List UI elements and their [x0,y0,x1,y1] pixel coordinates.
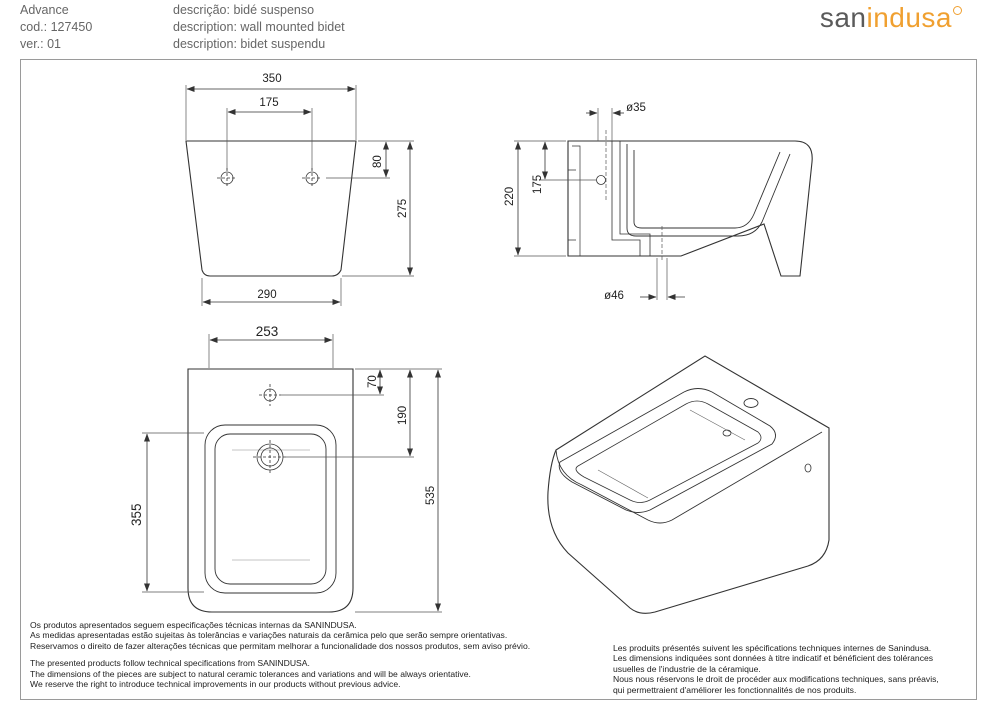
perspective-side-hole [805,464,811,472]
rear-view [186,85,414,306]
side-outer-outline [568,141,812,276]
dim-175-rear: 175 [259,97,279,109]
note-pt-3: Reservamos o direito de fazer alterações técnicas que permitam melhorar a funcionalidade dos nossos produtos, sem aviso prévio. [30,640,531,651]
top-bowl-inner [215,434,326,584]
notes-right [613,643,939,695]
note-en-2: The dimensions of the pieces are subject to natural ceramic tolerances and variations and will be always orientative. [30,668,471,679]
logo-text-san: san [819,2,867,33]
note-fr-1: Les produits présentés suivent les spécifications techniques internes de Sanindusa. [613,643,932,653]
rear-inlet-right [302,168,322,188]
perspective-bowl-inner [576,401,761,503]
perspective-bowl-depth [598,410,745,498]
dim-350: 350 [262,73,282,85]
perspective-tap-hole [744,399,758,408]
dim-253: 253 [255,324,279,339]
note-fr-2: Les dimensions indiquées sont données à titre indicatif et bénéficient des tolérances [613,653,934,664]
perspective-top-rim [556,432,822,523]
perspective-view [548,356,829,613]
note-fr-3: usuelles de l'industrie de la céramique. [613,663,761,674]
note-en-1: The presented products follow technical specifications from SANINDUSA. [30,658,310,669]
dim-290: 290 [257,289,277,301]
top-bowl-floor [232,450,310,560]
rear-view-outline [186,141,356,276]
dim-220: 220 [504,186,516,206]
note-pt-1: Os produtos apresentados seguem especificações técnicas internas da SANINDUSA. [30,620,357,630]
top-outer-outline [188,369,353,612]
perspective-overflow-hole [723,430,731,436]
note-fr-5: qui permettraient d'améliorer les fonctionnalités de nos produits. [613,684,857,695]
description-en: description: wall mounted bidet [173,20,345,34]
logo-text-indusa: indusa [866,2,952,33]
top-view [142,334,442,612]
dim-535: 535 [425,485,437,505]
side-bowl-inner-2 [634,150,780,228]
dim-35: ø35 [626,102,646,114]
description-fr: description: bidet suspendu [173,37,326,51]
product-version: ver.: 01 [20,37,61,51]
dim-175-side: 175 [532,174,544,194]
description-pt: descrição: bidé suspenso [173,3,315,17]
notes-left [30,620,530,689]
side-inlet-hole [597,176,606,185]
dim-190: 190 [397,405,409,425]
side-bowl-inner [627,144,790,236]
note-en-3: We reserve the right to introduce technical improvements in our products without previous advice. [30,679,401,690]
note-fr-4: Nous nous réservons le droit de procéder aux modifications techniques, sans préavis, [613,674,939,685]
side-section-view [514,108,812,300]
product-code: cod.: 127450 [20,20,93,34]
dim-275: 275 [397,198,409,218]
side-drain-channel [612,141,650,256]
product-name: Advance [20,3,69,17]
top-tap-hole [259,384,281,406]
note-pt-2: As medidas apresentadas estão sujeitas às tolerâncias e variações naturais da cerâmica pelo que serão sempre orientativas. [30,630,508,641]
perspective-outer-outline [548,356,829,613]
dim-70: 70 [367,375,379,388]
top-drain [253,440,287,474]
dim-355: 355 [129,503,144,526]
rear-inlet-left [217,168,237,188]
dim-46: ø46 [604,290,624,302]
dim-80: 80 [372,155,384,168]
side-wall-detail [568,146,580,256]
